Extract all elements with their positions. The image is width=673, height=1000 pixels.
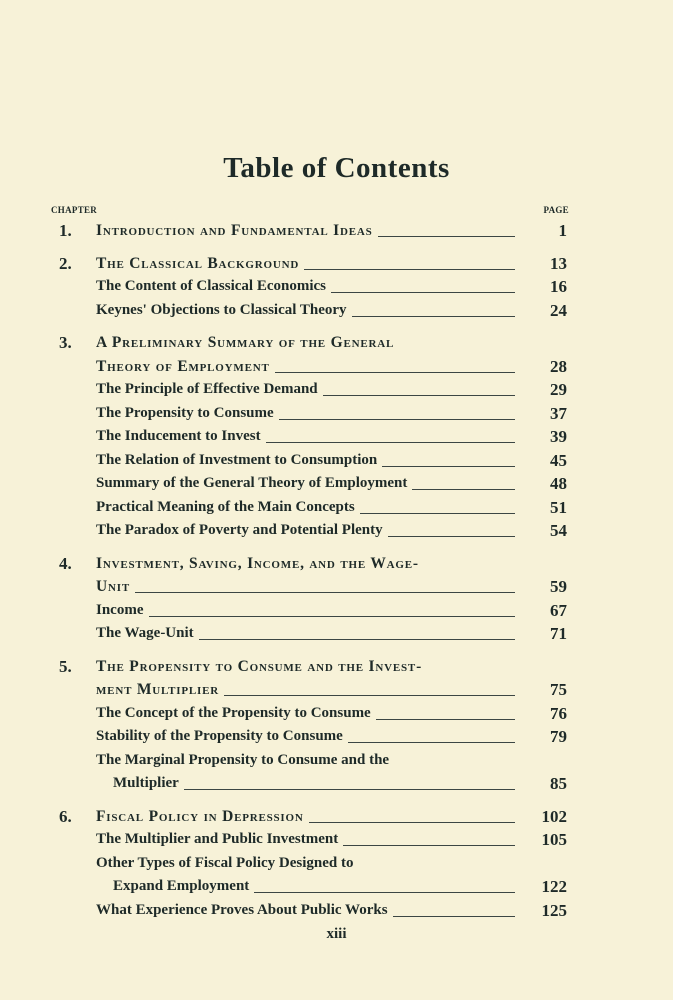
toc-section-row — [0, 771, 673, 795]
page-column-label: PAGE — [543, 205, 569, 215]
toc-list — [0, 218, 673, 921]
toc-chapter-row — [0, 574, 673, 598]
leader-line — [323, 395, 515, 396]
chapter-number: 1. — [59, 221, 72, 240]
page-number: 48 — [550, 474, 567, 493]
toc-chapter-row — [0, 677, 673, 701]
leader-line — [331, 292, 515, 293]
leader-line — [224, 695, 515, 696]
page-number: 16 — [550, 277, 567, 296]
chapter-title: Unit — [96, 578, 130, 595]
page-number: 125 — [541, 900, 567, 920]
chapter-title: A Preliminary Summary of the General — [96, 334, 395, 351]
section-title: The Inducement to Invest — [96, 428, 261, 444]
page-number: 71 — [550, 624, 567, 643]
page-number: 28 — [550, 356, 567, 376]
leader-line — [149, 616, 516, 617]
section-title: The Wage-Unit — [96, 625, 194, 641]
toc-section-row — [0, 471, 673, 495]
toc-chapter-row — [0, 251, 673, 275]
page-number: 67 — [550, 600, 567, 620]
leader-line — [412, 489, 515, 490]
toc-chapter-row — [0, 654, 673, 678]
chapter-number: 2. — [59, 253, 72, 273]
section-title: The Relation of Investment to Consumption — [96, 451, 378, 468]
page-number: 79 — [550, 727, 567, 746]
toc-section-row — [0, 377, 673, 401]
leader-line — [254, 892, 515, 893]
leader-line — [343, 845, 515, 846]
toc-section-row — [0, 495, 673, 519]
section-title: The Principle of Effective Demand — [96, 381, 318, 397]
leader-line — [376, 719, 515, 720]
section-title: The Concept of the Propensity to Consume — [96, 704, 371, 721]
toc-chapter-row — [0, 551, 673, 575]
chapter-column-label: CHAPTER — [51, 205, 98, 215]
toc-section-row — [0, 274, 673, 298]
toc-section-row — [0, 851, 673, 875]
chapter-title: Investment, Saving, Income, and the Wage- — [96, 554, 419, 572]
section-title: The Content of Classical Economics — [96, 278, 326, 294]
leader-line — [352, 316, 515, 317]
page-number: 59 — [550, 577, 567, 596]
leader-line — [393, 916, 515, 917]
page-number: 13 — [550, 253, 567, 273]
chapter-title: The Classical Background — [96, 254, 300, 272]
toc-section-row — [0, 827, 673, 851]
chapter-number: 5. — [59, 656, 72, 676]
toc-section-row — [0, 424, 673, 448]
leader-line — [378, 236, 515, 237]
leader-line — [388, 536, 515, 537]
toc-section-row — [0, 724, 673, 748]
page-number: 51 — [550, 497, 567, 517]
section-title: Other Types of Fiscal Policy Designed to — [96, 854, 354, 871]
toc-chapter-row — [0, 354, 673, 378]
leader-line — [304, 269, 515, 270]
toc-section-row — [0, 621, 673, 645]
section-title: What Experience Proves About Public Works — [96, 901, 388, 918]
section-title: Multiplier — [113, 775, 179, 791]
toc-section-row — [0, 598, 673, 622]
toc-section-row — [0, 898, 673, 922]
page-number: 54 — [550, 521, 567, 540]
page-number: 1 — [558, 221, 567, 240]
section-title: The Marginal Propensity to Consume and the — [96, 751, 390, 768]
page-number: 39 — [550, 427, 567, 446]
page-number: 75 — [550, 680, 567, 699]
page-folio: xiii — [326, 926, 347, 942]
toc-section-row — [0, 748, 673, 772]
leader-line — [382, 466, 515, 467]
leader-line — [275, 372, 515, 373]
toc-chapter-row — [0, 218, 673, 242]
chapter-number: 6. — [59, 806, 72, 826]
toc-chapter-row — [0, 804, 673, 828]
toc-section-row — [0, 298, 673, 322]
toc-section-row — [0, 701, 673, 725]
toc-section-row — [0, 874, 673, 898]
page-number: 105 — [541, 830, 567, 849]
page-number: 24 — [550, 300, 567, 320]
toc-section-row — [0, 518, 673, 542]
leader-line — [279, 419, 515, 420]
page-number: 122 — [541, 877, 567, 896]
page-number: 29 — [550, 380, 567, 399]
section-title: Keynes' Objections to Classical Theory — [96, 301, 347, 318]
page-number: 102 — [541, 806, 567, 826]
page-number: 76 — [550, 703, 567, 723]
leader-line — [199, 639, 515, 640]
chapter-title: Introduction and Fundamental Ideas — [96, 222, 373, 239]
leader-line — [360, 513, 515, 514]
page-number: 85 — [550, 774, 567, 793]
toc-section-row — [0, 401, 673, 425]
section-title: Summary of the General Theory of Employment — [96, 475, 408, 491]
leader-line — [309, 822, 515, 823]
chapter-number: 4. — [59, 553, 72, 573]
leader-line — [348, 742, 515, 743]
chapter-title: Theory of Employment — [96, 357, 270, 375]
section-title: Income — [96, 601, 144, 618]
page-number: 37 — [550, 403, 567, 423]
chapter-title: The Propensity to Consume and the Invest- — [96, 657, 423, 675]
leader-line — [184, 789, 515, 790]
toc-section-row — [0, 448, 673, 472]
leader-line — [266, 442, 515, 443]
chapter-title: Fiscal Policy in Depression — [96, 807, 304, 825]
section-title: The Propensity to Consume — [96, 404, 274, 421]
page-number: 45 — [550, 450, 567, 470]
section-title: The Paradox of Poverty and Potential Plenty — [96, 522, 383, 538]
section-title: Expand Employment — [113, 878, 250, 894]
section-title: Practical Meaning of the Main Concepts — [96, 498, 355, 515]
toc-chapter-row — [0, 330, 673, 354]
leader-line — [135, 592, 515, 593]
section-title: The Multiplier and Public Investment — [96, 831, 339, 847]
page-title: Table of Contents — [223, 152, 450, 184]
chapter-title: ment Multiplier — [96, 681, 220, 698]
section-title: Stability of the Propensity to Consume — [96, 728, 343, 744]
chapter-number: 3. — [59, 333, 72, 352]
